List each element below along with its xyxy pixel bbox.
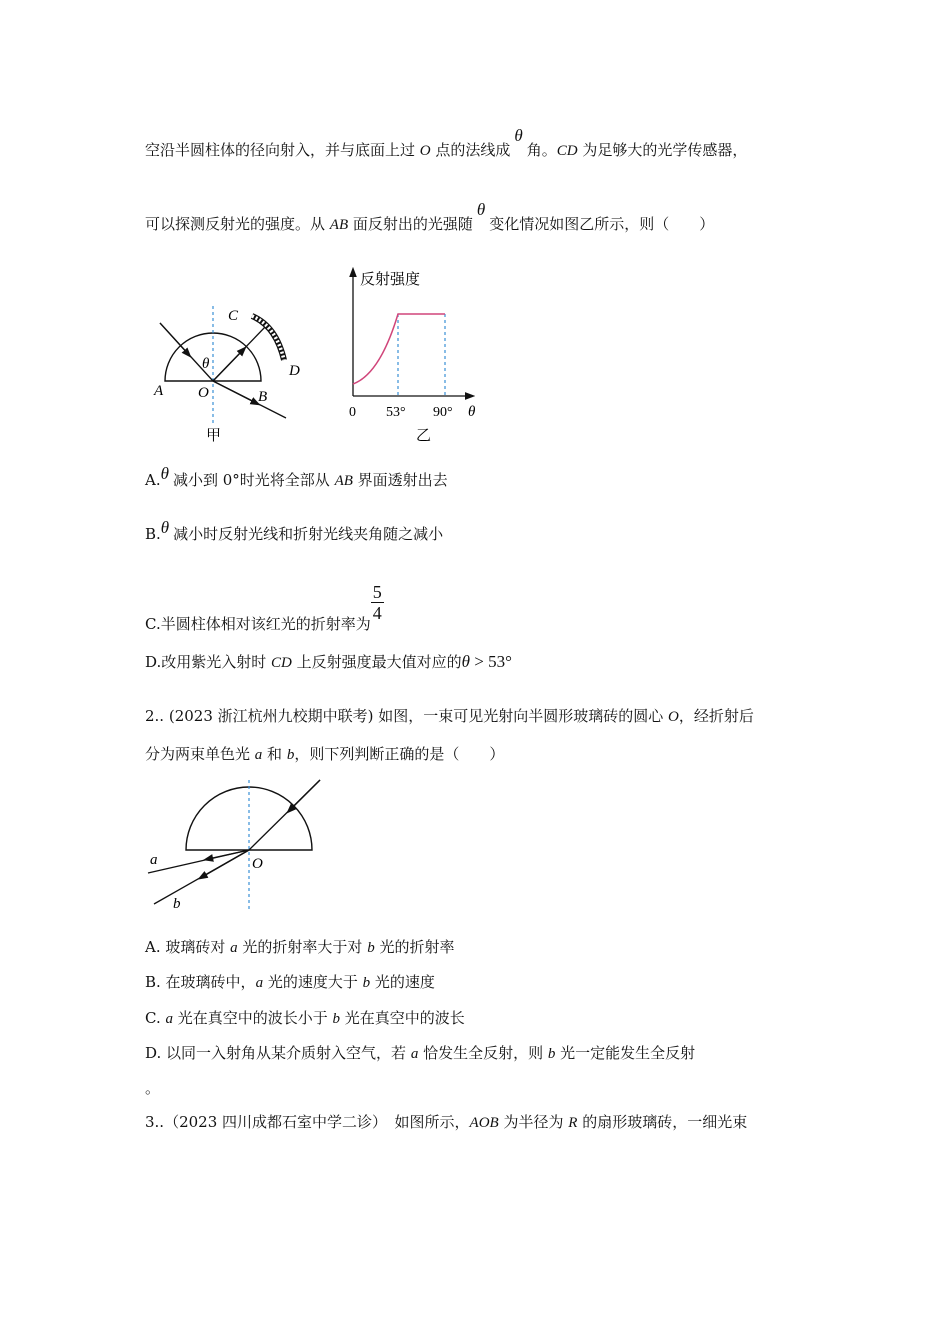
origin-label: 0 — [349, 405, 356, 420]
label-theta: θ — [202, 356, 210, 372]
tick-90: 90° — [433, 405, 453, 420]
q2-option-c: C. a 光在真空中的波长小于 b 光在真空中的波长 — [145, 1009, 465, 1027]
q2-line-2: 分为两束单色光 a 和 b，则下列判断正确的是（ ） — [145, 745, 505, 763]
figure-jia — [148, 298, 318, 448]
label-a: a — [150, 852, 158, 868]
q1-option-b: B.θ 减小时反射光线和折射光线夹角随之减小 — [145, 518, 444, 543]
q1-line-2: 可以探测反射光的强度。从 AB 面反射出的光强随θ变化情况如图乙所示，则（ ） — [145, 200, 715, 233]
label-a: A — [154, 383, 164, 399]
q3-line-1: 3..（2023 四川成都石室中学二诊） 如图所示，AOB 为半径为 R 的扇形玻璃砖，一细光束 — [145, 1113, 748, 1131]
figure-yi — [340, 262, 490, 448]
label-b: B — [258, 389, 268, 405]
label-c: C — [228, 308, 239, 324]
intensity-curve — [353, 314, 445, 384]
label-o: O — [252, 856, 263, 872]
q2-line-1: 2.. (2023 浙江杭州九校期中联考) 如图，一束可见光射向半圆形玻璃砖的圆心 O，经折射后 — [145, 707, 754, 725]
fraction-5-4: $\frac{5}{4}$ — [372, 582, 382, 623]
caption-yi: 乙 — [416, 426, 432, 444]
x-axis-label: θ — [468, 404, 476, 420]
q2-option-a: A. 玻璃砖对 a 光的折射率大于对 b 光的折射率 — [145, 938, 455, 956]
sensor-cd — [252, 316, 284, 360]
theta-symbol: θ — [476, 200, 486, 219]
q1-option-d: D.改用紫光入射时 CD 上反射强度最大值对应的θ > 53° — [145, 652, 512, 671]
label-b: b — [173, 896, 181, 912]
label-d: D — [289, 363, 300, 379]
label-o: O — [198, 385, 209, 401]
figure-q2 — [142, 778, 332, 914]
q2-tail: 。 — [145, 1079, 161, 1097]
q2-option-d: D. 以同一入射角从某介质射入空气，若 a 恰发生全反射，则 b 光一定能发生全反射 — [145, 1044, 696, 1062]
q2-option-b: B. 在玻璃砖中，a 光的速度大于 b 光的速度 — [145, 973, 435, 991]
q1-line-1: 空沿半圆柱体的径向射入，并与底面上过 O 点的法线成θ角。CD 为足够大的光学传感器， — [145, 126, 748, 159]
tick-53: 53° — [386, 405, 406, 420]
q1-option-a: A.θ 减小到 0°时光将全部从 AB 界面透射出去 — [145, 464, 448, 489]
y-axis-label: 反射强度 — [360, 270, 421, 288]
q1-option-c: C.半圆柱体相对该红光的折射率为 $\frac{5}{4}$ — [145, 582, 382, 633]
caption-jia: 甲 — [206, 426, 222, 444]
theta-symbol: θ — [514, 126, 523, 145]
